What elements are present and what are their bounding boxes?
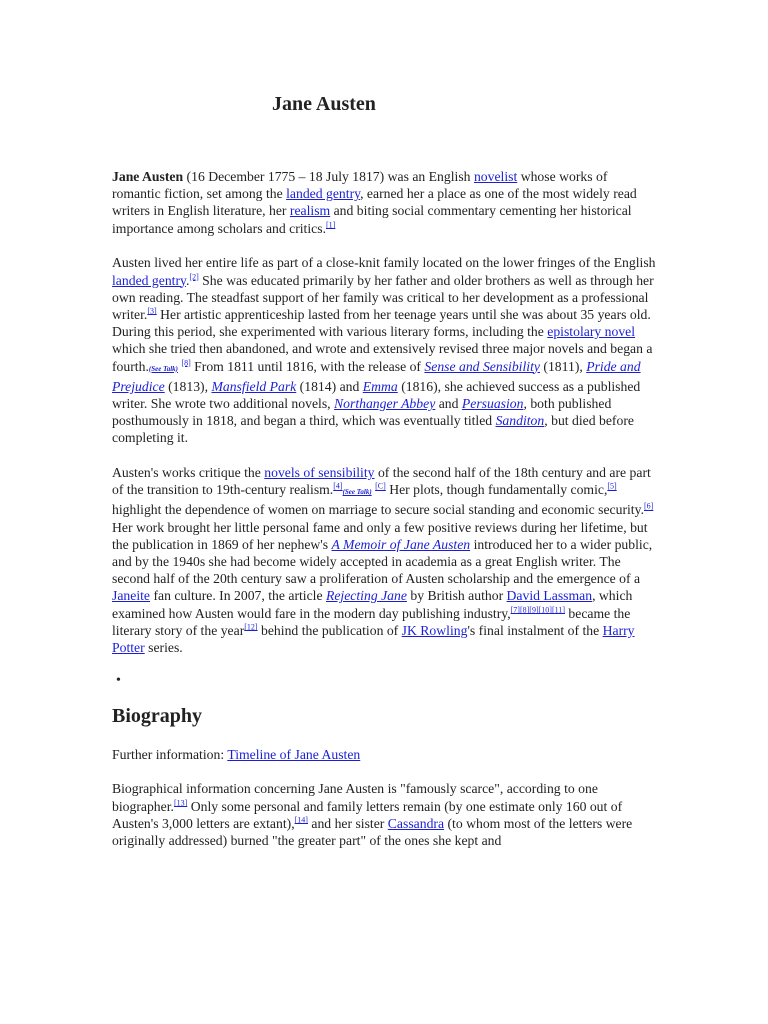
text-run: , earned her a place as one of the most widely read writers in English literature, her — [112, 186, 637, 219]
text-run: Her work brought her little personal fame and only a few positive reviews during her lifetime, but the publication in 1869 of her nephew's — [112, 519, 648, 552]
citation-link[interactable]: [3] — [147, 306, 157, 316]
text-run: (1813), — [164, 378, 212, 394]
further-label: Further information: — [112, 746, 228, 762]
works-paragraph — [112, 464, 657, 656]
link-david-lassman[interactable]: David Lassman — [506, 588, 593, 604]
text-run: Her artistic apprenticeship lasted from her teenage years until she was about 35 years old. During this period, she experimented with various literary forms, including the — [112, 306, 651, 340]
citation-link[interactable]: [1] — [326, 220, 336, 230]
citation-link[interactable]: [12] — [244, 622, 258, 632]
text-run: , but died before completing it. — [112, 413, 634, 446]
text-run: 's final instalment of the — [467, 622, 603, 638]
link-sanditon[interactable]: Sanditon — [495, 413, 545, 429]
text-run: and biting social commentary cementing her historical importance among scholars and critics. — [112, 203, 632, 236]
text-run: behind the publication of — [257, 622, 402, 638]
biography-paragraph — [112, 780, 657, 849]
intro-paragraph — [112, 168, 657, 237]
citation-link[interactable]: [14] — [294, 815, 308, 825]
link-persuasion[interactable]: Persuasion — [461, 395, 524, 411]
text-run: Austen lived her entire life as part of a close-knit family located on the lower fringes of the English — [112, 255, 656, 271]
link-harry-potter[interactable]: Harry Potter — [112, 622, 635, 656]
text-run: Biographical information concerning Jane Austen is "famously scarce", according to one biographer. — [112, 781, 598, 814]
citation-link[interactable]: [13] — [173, 798, 188, 808]
subject-name: Jane Austen — [112, 169, 184, 184]
link-northanger-abbey[interactable]: Northanger Abbey — [334, 395, 436, 411]
bullet-point: • — [116, 672, 121, 688]
citation-link[interactable]: [C] — [375, 481, 386, 491]
text-run: became the literary story of the year — [112, 605, 631, 638]
text-run: Her plots, though fundamentally comic, — [385, 482, 608, 498]
link-janeite[interactable]: Janeite — [112, 588, 151, 604]
text-run: and her sister — [307, 815, 388, 831]
link-cassandra[interactable]: Cassandra — [387, 815, 445, 831]
section-heading-biography: Biography — [112, 704, 203, 727]
link-realism[interactable]: realism — [289, 203, 331, 219]
text-run: of the second half of the 18th century and are part of the transition to 19th-century realism. — [112, 465, 651, 498]
link-pride-and-prejudice[interactable]: Pride and Prejudice — [112, 358, 641, 394]
article-body — [112, 168, 657, 867]
text-run: (1811), — [539, 358, 587, 374]
text-run: Austen's works critique the — [112, 465, 265, 481]
text-run: From 1811 until 1816, with the release of — [190, 358, 425, 374]
text-run: highlight the dependence of women on marriage to secure social standing and economic security. — [112, 502, 644, 518]
link-emma[interactable]: Emma — [362, 378, 398, 394]
citation-link[interactable]: [8] — [181, 357, 191, 367]
text-run: . — [185, 272, 190, 288]
citation-link[interactable]: [5] — [607, 481, 617, 491]
link-rejecting-jane[interactable]: Rejecting Jane — [325, 588, 407, 604]
text-run: which she tried then abandoned, and wrote and extensively revised three major novels and began a fourth. — [112, 341, 653, 374]
link-landed-gentry[interactable]: landed gentry — [112, 272, 186, 288]
link-memoir-of-jane-austen[interactable]: A Memoir of Jane Austen — [331, 536, 471, 552]
text-run: , which examined how Austen would fare in the modern day publishing industry, — [112, 588, 633, 621]
see-talk-link[interactable]: (See Talk) — [148, 364, 178, 373]
life-paragraph — [112, 254, 657, 446]
text-run: (16 December 1775 – 18 July 1817) was an English — [183, 169, 474, 184]
see-talk-link[interactable]: (See Talk) — [342, 488, 372, 497]
text-run: (1816), she achieved success as a published writer. She wrote two additional novels, — [112, 378, 641, 411]
page-title: Jane Austen — [272, 93, 376, 115]
link-landed-gentry[interactable]: landed gentry — [286, 186, 361, 202]
text-run: by British author — [406, 588, 507, 604]
citation-link[interactable]: [6] — [644, 501, 654, 511]
text-run: fan culture. In 2007, the article — [150, 588, 326, 604]
link-sense-and-sensibility[interactable]: Sense and Sensibility — [424, 358, 540, 374]
text-run: (1814) and — [296, 378, 363, 394]
citation-link[interactable]: [7][8][9][10][11] — [510, 605, 565, 615]
text-run: whose works of romantic fiction, set among the — [112, 169, 608, 202]
text-run: She was educated primarily by her father and older brothers as well as through her own reading. The steadfast support of her family was critical to her development as a professional writer. — [112, 272, 654, 322]
text-run: (to whom most of the letters were originally addressed) burned "the greater part" of the ones she kept and — [112, 815, 633, 849]
text-run: , both published posthumously in 1818, and began a third, which was eventually titled — [112, 395, 612, 429]
citation-link[interactable]: [4] — [333, 481, 343, 491]
link-epistolary-novel[interactable]: epistolary novel — [547, 324, 636, 340]
further-information — [112, 746, 657, 763]
link-novels-of-sensibility[interactable]: novels of sensibility — [264, 465, 375, 481]
text-run: Only some personal and family letters remain (by one estimate only 160 out of Austen's 3,000 letters are extant), — [112, 798, 623, 831]
text-run: series. — [144, 640, 183, 656]
link-novelist[interactable]: novelist — [473, 169, 518, 184]
text-run: and — [435, 395, 462, 411]
link-jk-rowling[interactable]: JK Rowling — [401, 622, 468, 638]
text-run: introduced her to a wider public, and by the 1940s she had become widely accepted in academia as a great English writer. The second half of the 20th century saw a proliferation of Austen scholarship and the emergence of a — [112, 536, 653, 587]
citation-link[interactable]: [2] — [189, 271, 199, 281]
link-mansfield-park[interactable]: Mansfield Park — [211, 378, 297, 394]
link-timeline-of-jane-austen[interactable]: Timeline of Jane Austen — [227, 746, 361, 762]
